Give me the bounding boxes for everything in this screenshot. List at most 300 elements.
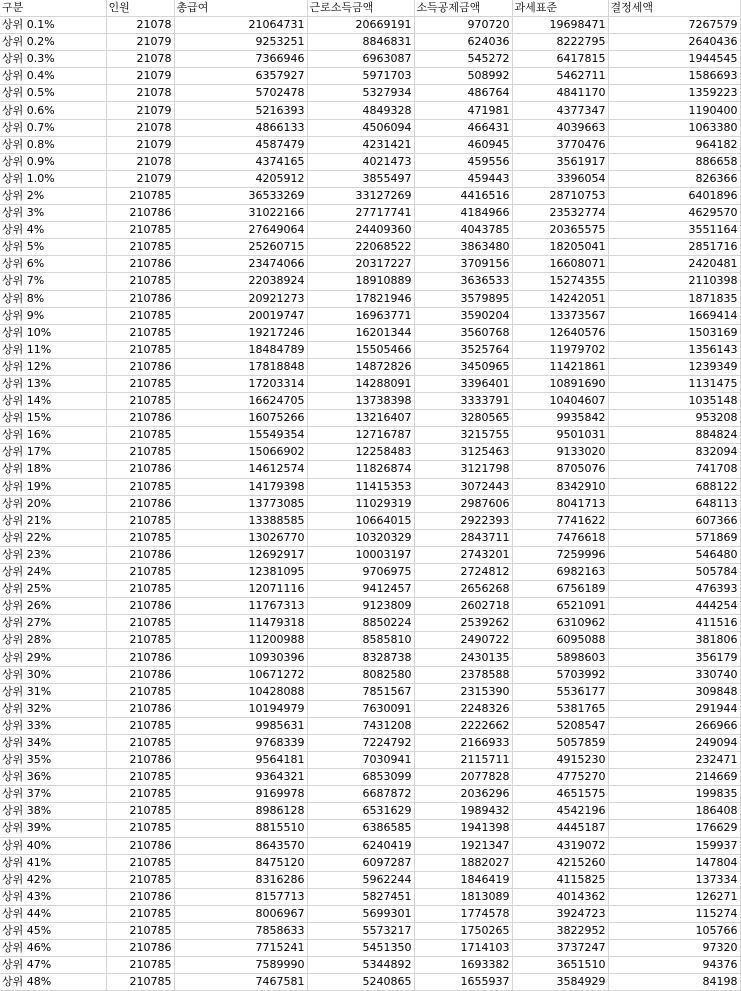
cell-determined-tax[interactable]: 232471 [608,752,740,769]
header-cell-tax-base[interactable]: 과세표준 [512,0,608,17]
cell-determined-tax[interactable]: 186408 [608,803,740,820]
header-cell-total-salary[interactable]: 총급여 [174,0,307,17]
cell-total-salary[interactable]: 9169978 [174,786,307,803]
cell-earned-income[interactable]: 11029319 [307,495,414,512]
cell-headcount[interactable]: 210786 [106,752,174,769]
cell-income-deduction[interactable]: 2077828 [414,769,512,786]
cell-total-salary[interactable]: 22038924 [174,273,307,290]
cell-income-deduction[interactable]: 1989432 [414,803,512,820]
cell-headcount[interactable]: 21078 [106,85,174,102]
cell-tax-base[interactable]: 4445187 [512,820,608,837]
cell-headcount[interactable]: 210785 [106,375,174,392]
cell-tax-base[interactable]: 4775270 [512,769,608,786]
cell-headcount[interactable]: 21079 [106,68,174,85]
header-cell-category[interactable]: 구분 [0,0,106,17]
cell-headcount[interactable]: 210786 [106,598,174,615]
cell-earned-income[interactable]: 10664015 [307,512,414,529]
cell-income-deduction[interactable]: 1714103 [414,940,512,957]
cell-income-deduction[interactable]: 1655937 [414,974,512,991]
cell-determined-tax[interactable]: 309848 [608,683,740,700]
cell-income-deduction[interactable]: 1693382 [414,957,512,974]
cell-total-salary[interactable]: 10930396 [174,649,307,666]
cell-headcount[interactable]: 210786 [106,649,174,666]
cell-tax-base[interactable]: 3924723 [512,905,608,922]
cell-total-salary[interactable]: 10194979 [174,700,307,717]
cell-determined-tax[interactable]: 94376 [608,957,740,974]
cell-total-salary[interactable]: 13773085 [174,495,307,512]
cell-determined-tax[interactable]: 199835 [608,786,740,803]
cell-income-deduction[interactable]: 3590204 [414,307,512,324]
cell-category[interactable]: 상위 20% [0,495,106,512]
cell-headcount[interactable]: 210786 [106,940,174,957]
cell-tax-base[interactable]: 4014362 [512,888,608,905]
cell-determined-tax[interactable]: 1035148 [608,393,740,410]
cell-headcount[interactable]: 210785 [106,307,174,324]
cell-earned-income[interactable]: 12258483 [307,444,414,461]
cell-determined-tax[interactable]: 964182 [608,136,740,153]
cell-total-salary[interactable]: 31022166 [174,205,307,222]
cell-determined-tax[interactable]: 176629 [608,820,740,837]
cell-income-deduction[interactable]: 1882027 [414,854,512,871]
cell-determined-tax[interactable]: 2851716 [608,239,740,256]
cell-determined-tax[interactable]: 1871835 [608,290,740,307]
cell-earned-income[interactable]: 8082580 [307,666,414,683]
cell-income-deduction[interactable]: 508992 [414,68,512,85]
cell-determined-tax[interactable]: 356179 [608,649,740,666]
cell-category[interactable]: 상위 3% [0,205,106,222]
cell-total-salary[interactable]: 11200988 [174,632,307,649]
cell-headcount[interactable]: 210785 [106,769,174,786]
cell-category[interactable]: 상위 45% [0,922,106,939]
cell-headcount[interactable]: 210785 [106,478,174,495]
cell-earned-income[interactable]: 11826874 [307,461,414,478]
cell-determined-tax[interactable]: 571869 [608,529,740,546]
cell-category[interactable]: 상위 17% [0,444,106,461]
cell-headcount[interactable]: 210785 [106,187,174,204]
cell-category[interactable]: 상위 15% [0,410,106,427]
cell-category[interactable]: 상위 5% [0,239,106,256]
cell-determined-tax[interactable]: 826366 [608,170,740,187]
cell-category[interactable]: 상위 11% [0,341,106,358]
cell-tax-base[interactable]: 8705076 [512,461,608,478]
cell-earned-income[interactable]: 5240865 [307,974,414,991]
cell-determined-tax[interactable]: 115274 [608,905,740,922]
cell-income-deduction[interactable]: 2843711 [414,529,512,546]
cell-total-salary[interactable]: 8815510 [174,820,307,837]
cell-total-salary[interactable]: 8157713 [174,888,307,905]
cell-income-deduction[interactable]: 3121798 [414,461,512,478]
cell-income-deduction[interactable]: 3525764 [414,341,512,358]
cell-total-salary[interactable]: 5702478 [174,85,307,102]
cell-earned-income[interactable]: 8328738 [307,649,414,666]
cell-category[interactable]: 상위 37% [0,786,106,803]
cell-category[interactable]: 상위 12% [0,358,106,375]
cell-income-deduction[interactable]: 459556 [414,153,512,170]
cell-determined-tax[interactable]: 1131475 [608,375,740,392]
cell-determined-tax[interactable]: 1063380 [608,119,740,136]
cell-determined-tax[interactable]: 6401896 [608,187,740,204]
cell-headcount[interactable]: 210786 [106,290,174,307]
cell-earned-income[interactable]: 10003197 [307,546,414,563]
cell-income-deduction[interactable]: 1813089 [414,888,512,905]
cell-category[interactable]: 상위 41% [0,854,106,871]
cell-category[interactable]: 상위 25% [0,581,106,598]
cell-tax-base[interactable]: 10891690 [512,375,608,392]
cell-tax-base[interactable]: 28710753 [512,187,608,204]
cell-headcount[interactable]: 21079 [106,136,174,153]
cell-total-salary[interactable]: 15549354 [174,427,307,444]
cell-determined-tax[interactable]: 1356143 [608,341,740,358]
cell-income-deduction[interactable]: 1941398 [414,820,512,837]
cell-total-salary[interactable]: 13026770 [174,529,307,546]
cell-income-deduction[interactable]: 3125463 [414,444,512,461]
cell-category[interactable]: 상위 29% [0,649,106,666]
cell-category[interactable]: 상위 43% [0,888,106,905]
cell-headcount[interactable]: 21079 [106,34,174,51]
cell-category[interactable]: 상위 40% [0,837,106,854]
header-cell-earned-income[interactable]: 근로소득금액 [307,0,414,17]
cell-headcount[interactable]: 210785 [106,581,174,598]
cell-tax-base[interactable]: 6095088 [512,632,608,649]
cell-category[interactable]: 상위 44% [0,905,106,922]
cell-earned-income[interactable]: 6240419 [307,837,414,854]
cell-income-deduction[interactable]: 2222662 [414,717,512,734]
cell-headcount[interactable]: 210785 [106,974,174,991]
cell-determined-tax[interactable]: 2420481 [608,256,740,273]
cell-income-deduction[interactable]: 466431 [414,119,512,136]
cell-category[interactable]: 상위 7% [0,273,106,290]
cell-earned-income[interactable]: 7030941 [307,752,414,769]
cell-total-salary[interactable]: 17203314 [174,375,307,392]
cell-earned-income[interactable]: 12716787 [307,427,414,444]
cell-headcount[interactable]: 210785 [106,922,174,939]
cell-income-deduction[interactable]: 1750265 [414,922,512,939]
cell-determined-tax[interactable]: 137334 [608,871,740,888]
cell-headcount[interactable]: 210786 [106,461,174,478]
cell-headcount[interactable]: 210786 [106,256,174,273]
cell-determined-tax[interactable]: 381806 [608,632,740,649]
cell-earned-income[interactable]: 5451350 [307,940,414,957]
cell-headcount[interactable]: 210786 [106,666,174,683]
cell-determined-tax[interactable]: 126271 [608,888,740,905]
cell-category[interactable]: 상위 32% [0,700,106,717]
cell-earned-income[interactable]: 7851567 [307,683,414,700]
cell-category[interactable]: 상위 6% [0,256,106,273]
cell-income-deduction[interactable]: 2490722 [414,632,512,649]
cell-determined-tax[interactable]: 1503169 [608,324,740,341]
cell-total-salary[interactable]: 14179398 [174,478,307,495]
cell-category[interactable]: 상위 46% [0,940,106,957]
cell-earned-income[interactable]: 5971703 [307,68,414,85]
cell-category[interactable]: 상위 34% [0,734,106,751]
cell-category[interactable]: 상위 33% [0,717,106,734]
cell-headcount[interactable]: 210785 [106,905,174,922]
cell-category[interactable]: 상위 13% [0,375,106,392]
cell-determined-tax[interactable]: 2640436 [608,34,740,51]
cell-total-salary[interactable]: 11479318 [174,615,307,632]
cell-category[interactable]: 상위 0.9% [0,153,106,170]
cell-headcount[interactable]: 210785 [106,341,174,358]
cell-total-salary[interactable]: 9253251 [174,34,307,51]
cell-earned-income[interactable]: 13738398 [307,393,414,410]
cell-headcount[interactable]: 210786 [106,358,174,375]
cell-total-salary[interactable]: 21064731 [174,17,307,34]
cell-total-salary[interactable]: 7858633 [174,922,307,939]
cell-earned-income[interactable]: 6963087 [307,51,414,68]
cell-category[interactable]: 상위 14% [0,393,106,410]
cell-tax-base[interactable]: 5057859 [512,734,608,751]
cell-category[interactable]: 상위 21% [0,512,106,529]
cell-earned-income[interactable]: 27717741 [307,205,414,222]
cell-total-salary[interactable]: 5216393 [174,102,307,119]
cell-tax-base[interactable]: 9501031 [512,427,608,444]
cell-tax-base[interactable]: 14242051 [512,290,608,307]
cell-total-salary[interactable]: 19217246 [174,324,307,341]
cell-total-salary[interactable]: 6357927 [174,68,307,85]
cell-income-deduction[interactable]: 459443 [414,170,512,187]
cell-determined-tax[interactable]: 330740 [608,666,740,683]
cell-tax-base[interactable]: 3770476 [512,136,608,153]
cell-income-deduction[interactable]: 3396401 [414,375,512,392]
cell-total-salary[interactable]: 7715241 [174,940,307,957]
cell-tax-base[interactable]: 9133020 [512,444,608,461]
cell-tax-base[interactable]: 13373567 [512,307,608,324]
cell-tax-base[interactable]: 4039663 [512,119,608,136]
header-cell-headcount[interactable]: 인원 [106,0,174,17]
cell-total-salary[interactable]: 8475120 [174,854,307,871]
cell-category[interactable]: 상위 9% [0,307,106,324]
cell-determined-tax[interactable]: 444254 [608,598,740,615]
cell-headcount[interactable]: 210785 [106,564,174,581]
cell-determined-tax[interactable]: 84198 [608,974,740,991]
cell-total-salary[interactable]: 10428088 [174,683,307,700]
cell-determined-tax[interactable]: 886658 [608,153,740,170]
cell-earned-income[interactable]: 6531629 [307,803,414,820]
cell-total-salary[interactable]: 20019747 [174,307,307,324]
cell-income-deduction[interactable]: 2724812 [414,564,512,581]
cell-income-deduction[interactable]: 4184966 [414,205,512,222]
cell-tax-base[interactable]: 6417815 [512,51,608,68]
cell-determined-tax[interactable]: 607366 [608,512,740,529]
cell-headcount[interactable]: 210786 [106,700,174,717]
cell-tax-base[interactable]: 23532774 [512,205,608,222]
cell-total-salary[interactable]: 12692917 [174,546,307,563]
cell-tax-base[interactable]: 6310962 [512,615,608,632]
cell-headcount[interactable]: 210785 [106,803,174,820]
cell-category[interactable]: 상위 1.0% [0,170,106,187]
cell-determined-tax[interactable]: 648113 [608,495,740,512]
cell-category[interactable]: 상위 26% [0,598,106,615]
cell-total-salary[interactable]: 13388585 [174,512,307,529]
cell-total-salary[interactable]: 25260715 [174,239,307,256]
cell-determined-tax[interactable]: 688122 [608,478,740,495]
cell-income-deduction[interactable]: 2115711 [414,752,512,769]
cell-income-deduction[interactable]: 1921347 [414,837,512,854]
cell-determined-tax[interactable]: 884824 [608,427,740,444]
cell-determined-tax[interactable]: 2110398 [608,273,740,290]
cell-tax-base[interactable]: 3584929 [512,974,608,991]
cell-earned-income[interactable]: 6687872 [307,786,414,803]
cell-headcount[interactable]: 210786 [106,546,174,563]
cell-determined-tax[interactable]: 953208 [608,410,740,427]
cell-category[interactable]: 상위 42% [0,871,106,888]
cell-category[interactable]: 상위 38% [0,803,106,820]
cell-headcount[interactable]: 21078 [106,17,174,34]
cell-tax-base[interactable]: 5536177 [512,683,608,700]
cell-headcount[interactable]: 210785 [106,512,174,529]
cell-headcount[interactable]: 210785 [106,222,174,239]
cell-category[interactable]: 상위 18% [0,461,106,478]
cell-total-salary[interactable]: 4866133 [174,119,307,136]
cell-determined-tax[interactable]: 214669 [608,769,740,786]
cell-determined-tax[interactable]: 505784 [608,564,740,581]
cell-income-deduction[interactable]: 2315390 [414,683,512,700]
cell-category[interactable]: 상위 4% [0,222,106,239]
cell-total-salary[interactable]: 8316286 [174,871,307,888]
cell-earned-income[interactable]: 17821946 [307,290,414,307]
cell-income-deduction[interactable]: 2248326 [414,700,512,717]
cell-income-deduction[interactable]: 3709156 [414,256,512,273]
cell-income-deduction[interactable]: 3636533 [414,273,512,290]
cell-income-deduction[interactable]: 2036296 [414,786,512,803]
cell-determined-tax[interactable]: 1586693 [608,68,740,85]
cell-headcount[interactable]: 210785 [106,273,174,290]
cell-category[interactable]: 상위 31% [0,683,106,700]
cell-total-salary[interactable]: 4374165 [174,153,307,170]
cell-determined-tax[interactable]: 7267579 [608,17,740,34]
cell-headcount[interactable]: 21078 [106,51,174,68]
cell-tax-base[interactable]: 7476618 [512,529,608,546]
cell-headcount[interactable]: 210785 [106,324,174,341]
cell-total-salary[interactable]: 8006967 [174,905,307,922]
cell-tax-base[interactable]: 4651575 [512,786,608,803]
cell-income-deduction[interactable]: 2378588 [414,666,512,683]
cell-headcount[interactable]: 210786 [106,888,174,905]
cell-headcount[interactable]: 21078 [106,153,174,170]
cell-category[interactable]: 상위 30% [0,666,106,683]
cell-earned-income[interactable]: 5699301 [307,905,414,922]
cell-income-deduction[interactable]: 3333791 [414,393,512,410]
cell-earned-income[interactable]: 8850224 [307,615,414,632]
cell-determined-tax[interactable]: 1944545 [608,51,740,68]
cell-headcount[interactable]: 210785 [106,820,174,837]
cell-category[interactable]: 상위 39% [0,820,106,837]
cell-total-salary[interactable]: 4587479 [174,136,307,153]
cell-category[interactable]: 상위 27% [0,615,106,632]
cell-earned-income[interactable]: 15505466 [307,341,414,358]
cell-earned-income[interactable]: 14872826 [307,358,414,375]
cell-income-deduction[interactable]: 545272 [414,51,512,68]
cell-tax-base[interactable]: 7259996 [512,546,608,563]
cell-headcount[interactable]: 210785 [106,683,174,700]
cell-total-salary[interactable]: 17818848 [174,358,307,375]
cell-tax-base[interactable]: 9935842 [512,410,608,427]
cell-income-deduction[interactable]: 2987606 [414,495,512,512]
cell-determined-tax[interactable]: 1359223 [608,85,740,102]
cell-category[interactable]: 상위 8% [0,290,106,307]
cell-earned-income[interactable]: 10320329 [307,529,414,546]
cell-tax-base[interactable]: 5381765 [512,700,608,717]
cell-income-deduction[interactable]: 4043785 [414,222,512,239]
cell-tax-base[interactable]: 20365575 [512,222,608,239]
cell-earned-income[interactable]: 9412457 [307,581,414,598]
cell-determined-tax[interactable]: 266966 [608,717,740,734]
cell-headcount[interactable]: 21078 [106,119,174,136]
cell-earned-income[interactable]: 9706975 [307,564,414,581]
cell-earned-income[interactable]: 7224792 [307,734,414,751]
cell-income-deduction[interactable]: 3215755 [414,427,512,444]
cell-category[interactable]: 상위 0.7% [0,119,106,136]
cell-determined-tax[interactable]: 1669414 [608,307,740,324]
cell-tax-base[interactable]: 3822952 [512,922,608,939]
cell-headcount[interactable]: 210785 [106,632,174,649]
cell-earned-income[interactable]: 5327934 [307,85,414,102]
cell-income-deduction[interactable]: 1846419 [414,871,512,888]
cell-determined-tax[interactable]: 1190400 [608,102,740,119]
cell-income-deduction[interactable]: 2743201 [414,546,512,563]
cell-tax-base[interactable]: 3651510 [512,957,608,974]
cell-earned-income[interactable]: 16201344 [307,324,414,341]
cell-headcount[interactable]: 210785 [106,427,174,444]
cell-total-salary[interactable]: 7589990 [174,957,307,974]
cell-tax-base[interactable]: 10404607 [512,393,608,410]
cell-income-deduction[interactable]: 471981 [414,102,512,119]
cell-income-deduction[interactable]: 3450965 [414,358,512,375]
cell-earned-income[interactable]: 9123809 [307,598,414,615]
cell-earned-income[interactable]: 8846831 [307,34,414,51]
cell-tax-base[interactable]: 11421861 [512,358,608,375]
cell-determined-tax[interactable]: 1239349 [608,358,740,375]
cell-total-salary[interactable]: 23474066 [174,256,307,273]
cell-determined-tax[interactable]: 411516 [608,615,740,632]
cell-total-salary[interactable]: 27649064 [174,222,307,239]
cell-total-salary[interactable]: 18484789 [174,341,307,358]
cell-income-deduction[interactable]: 3863480 [414,239,512,256]
cell-category[interactable]: 상위 36% [0,769,106,786]
cell-category[interactable]: 상위 10% [0,324,106,341]
cell-tax-base[interactable]: 3561917 [512,153,608,170]
cell-earned-income[interactable]: 5573217 [307,922,414,939]
cell-determined-tax[interactable]: 832094 [608,444,740,461]
cell-total-salary[interactable]: 16624705 [174,393,307,410]
header-cell-income-deduction[interactable]: 소득공제금액 [414,0,512,17]
cell-tax-base[interactable]: 4115825 [512,871,608,888]
cell-income-deduction[interactable]: 486764 [414,85,512,102]
cell-total-salary[interactable]: 15066902 [174,444,307,461]
cell-earned-income[interactable]: 7431208 [307,717,414,734]
cell-determined-tax[interactable]: 249094 [608,734,740,751]
cell-headcount[interactable]: 210785 [106,854,174,871]
cell-category[interactable]: 상위 0.3% [0,51,106,68]
cell-category[interactable]: 상위 28% [0,632,106,649]
cell-income-deduction[interactable]: 2539262 [414,615,512,632]
cell-category[interactable]: 상위 0.8% [0,136,106,153]
cell-tax-base[interactable]: 3396054 [512,170,608,187]
cell-total-salary[interactable]: 36533269 [174,187,307,204]
cell-determined-tax[interactable]: 159937 [608,837,740,854]
cell-total-salary[interactable]: 16075266 [174,410,307,427]
cell-headcount[interactable]: 210785 [106,393,174,410]
cell-total-salary[interactable]: 11767313 [174,598,307,615]
cell-tax-base[interactable]: 8342910 [512,478,608,495]
cell-tax-base[interactable]: 4319072 [512,837,608,854]
cell-headcount[interactable]: 210785 [106,615,174,632]
cell-tax-base[interactable]: 5462711 [512,68,608,85]
cell-headcount[interactable]: 210785 [106,734,174,751]
cell-income-deduction[interactable]: 3560768 [414,324,512,341]
cell-tax-base[interactable]: 3737247 [512,940,608,957]
cell-tax-base[interactable]: 19698471 [512,17,608,34]
